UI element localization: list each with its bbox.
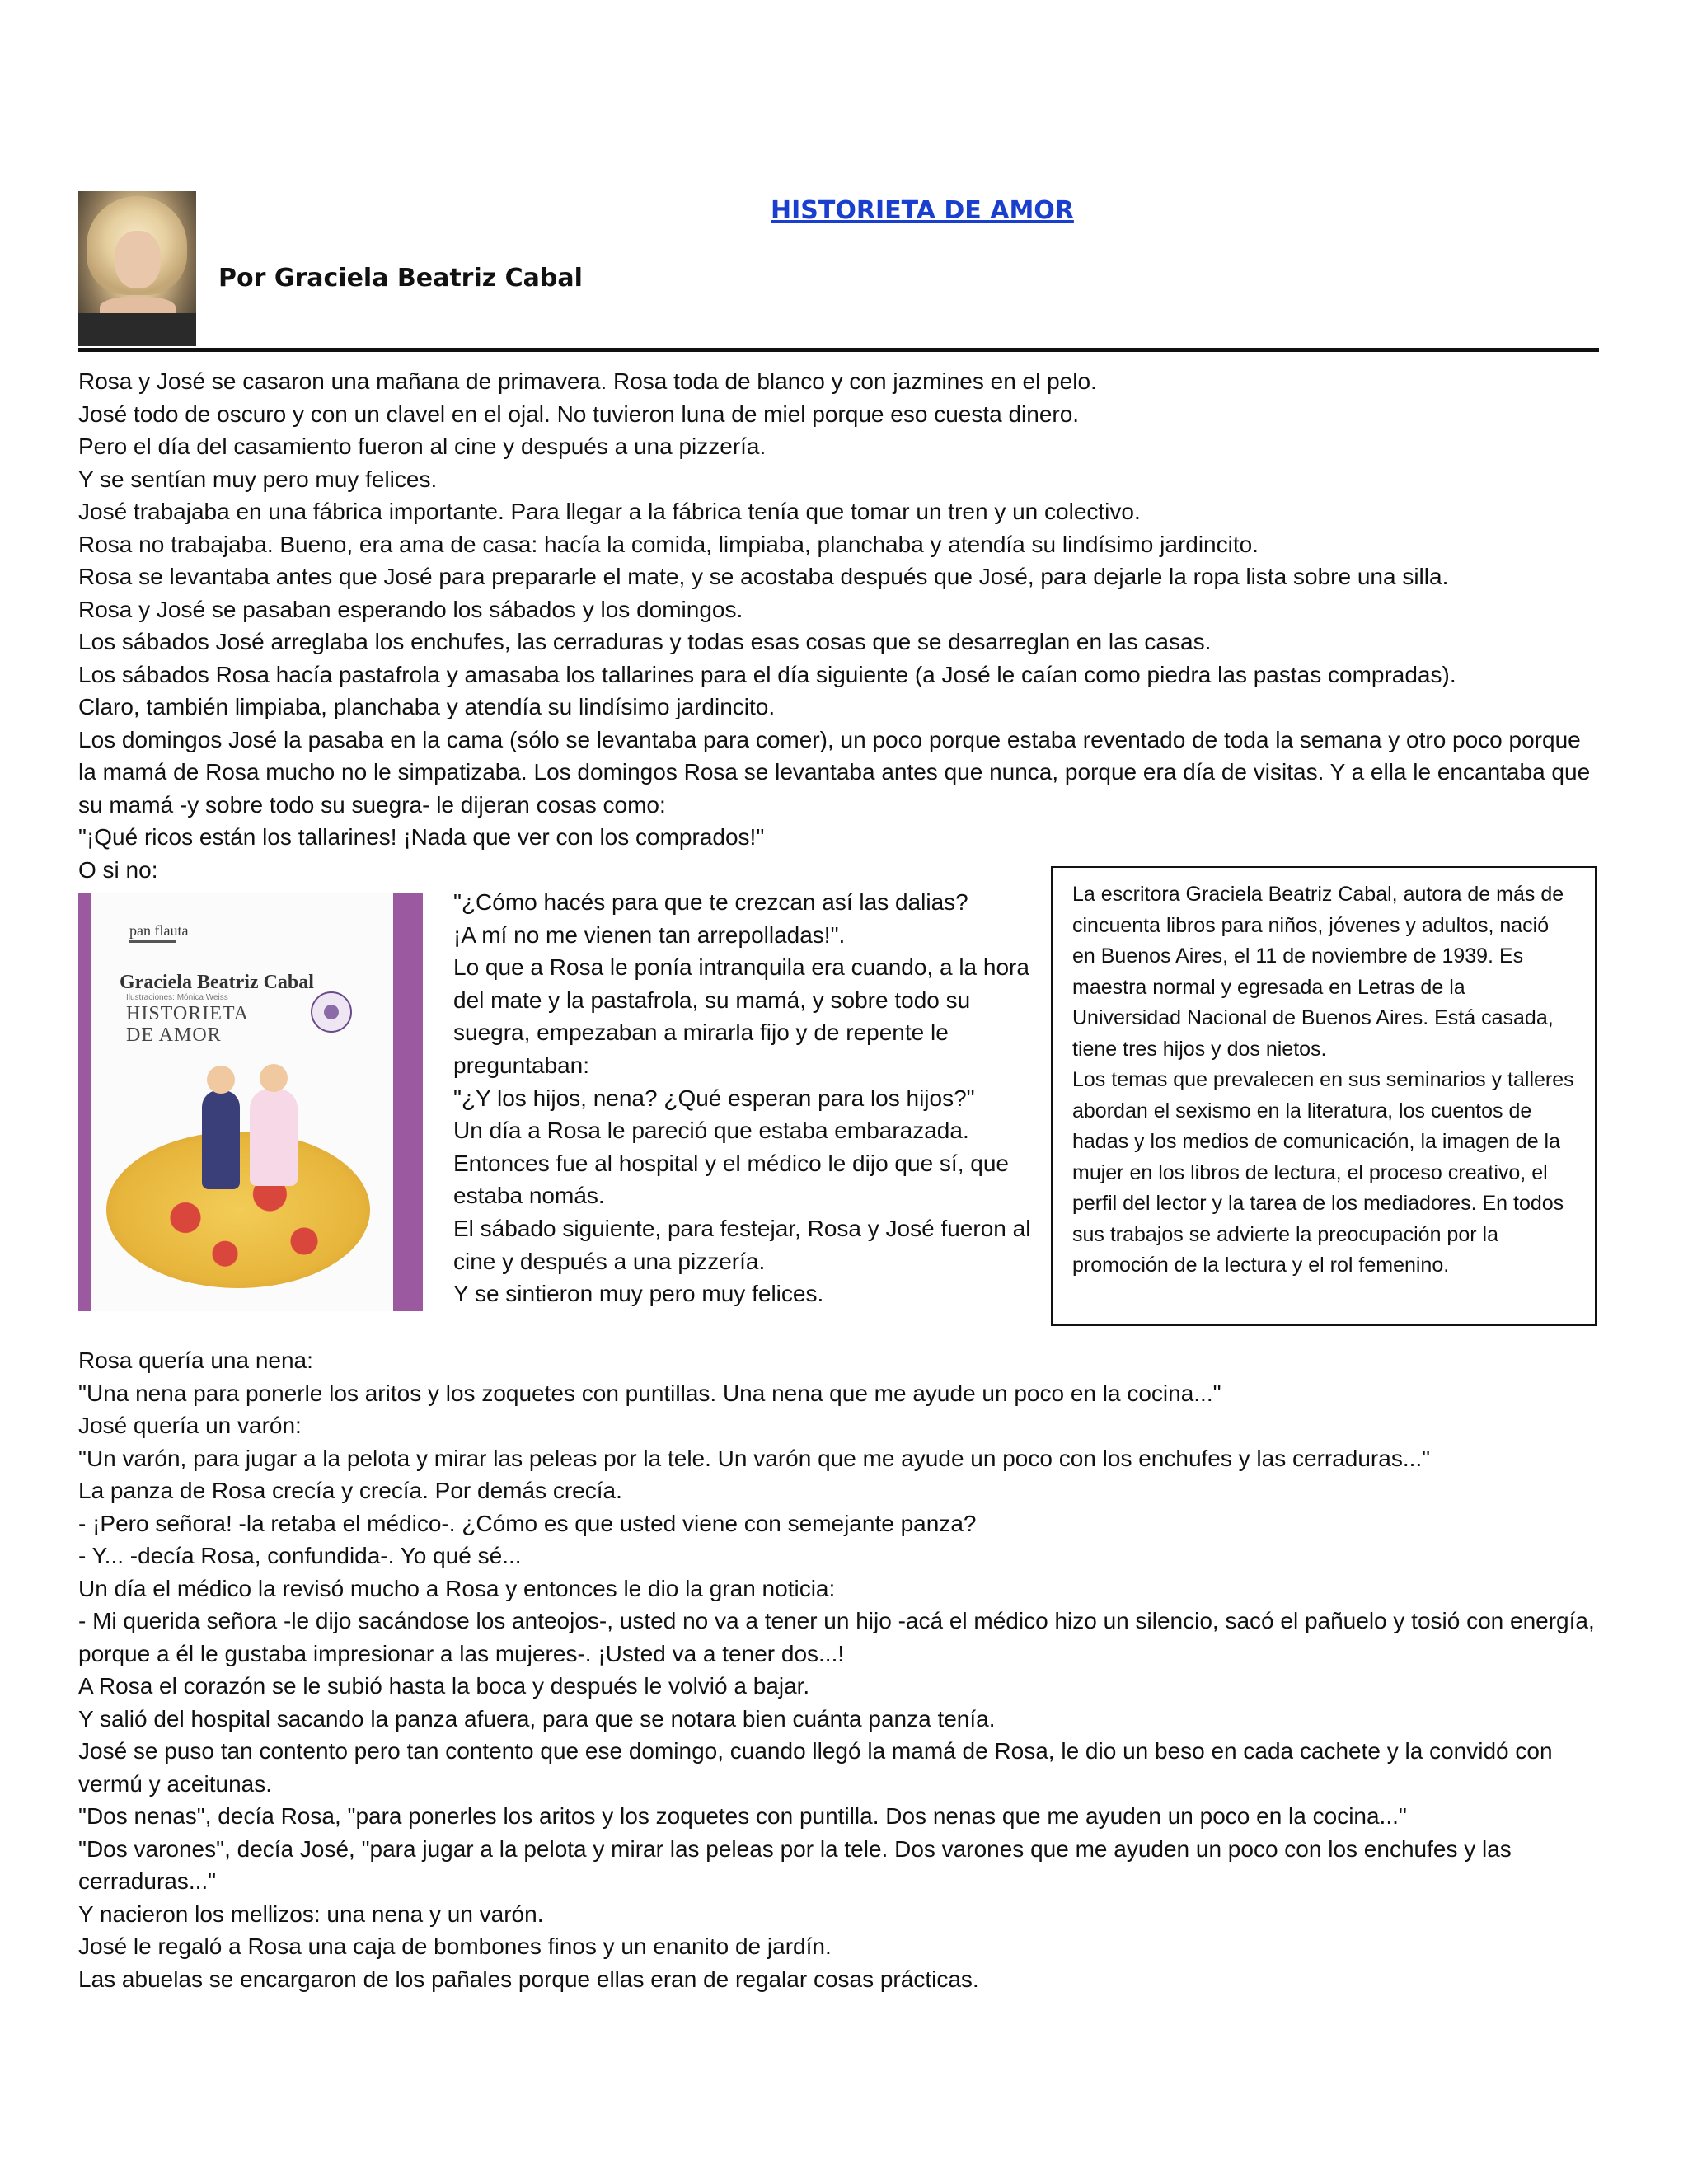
story-line: Y nacieron los mellizos: una nena y un varón. [78,1900,544,1927]
story-line: José le regaló a Rosa una caja de bombones finos y un enanito de jardín. [78,1933,832,1959]
story-line: Rosa quería una nena: [78,1347,313,1373]
story-line: José quería un varón: [78,1413,302,1438]
story-line: - Y... -decía Rosa, confundida-. Yo qué sé... [78,1543,522,1568]
story-line: Un día a Rosa le pareció que estaba embarazada. Entonces fue al hospital y el médico le dijo que sí, que estaba nomás. [453,1118,1009,1209]
story-line: Y se sentían muy pero muy felices. [78,466,438,492]
author-photo-clothing [78,313,196,346]
story-line: Rosa no trabajaba. Bueno, era ama de casa: hacía la comida, limpiaba, planchaba y atendía su lindísimo jardincito. [78,531,1259,557]
book-cover-image [78,893,423,1311]
story-line: Los domingos José la pasaba en la cama (sólo se levantaba para comer), un poco porque estaba reventado de toda la semana y otro poco porque la mamá de Rosa mucho no le simpatizaba. Los domingos Rosa se levantaba antes que nunca, porque era día de visitas. Y a ella le encantaba que su mamá -y sobre todo su suegra- le dijeran cosas como: [78,726,1591,818]
story-title[interactable]: HISTORIETA DE AMOR [771,196,1074,225]
author-photo [78,191,196,346]
story-line: - Mi querida señora -le dijo sacándose los anteojos-, usted no va a tener un hijo -acá el médico hizo un silencio, sacó el pañuelo y tosió con energía, porque a él le gustaba impresionar a las mujeres-. ¡Usted va a tener dos...! [78,1608,1595,1666]
bio-paragraph: La escritora Graciela Beatriz Cabal, autora de más de cincuenta libros para niños, jóvenes y adultos, nació en Buenos Aires, el 11 de noviembre de 1939. Es maestra normal y egresada en Letras de la Universidad Nacional de Buenos Aires. Está casada, tiene tres hijos y dos nietos. [1072,883,1564,1061]
story-line: El sábado siguiente, para festejar, Rosa y José fueron al cine y después a una pizzería. [453,1215,1031,1274]
story-line: "¡Qué ricos están los tallarines! ¡Nada que ver con los comprados!" [78,824,765,850]
document-page [78,191,1599,1995]
story-line: Un día el médico la revisó mucho a Rosa y entonces le dio la gran noticia: [78,1575,836,1601]
story-line: O si no: [78,856,158,883]
story-line: ¡A mí no me vienen tan arrepolladas!". [453,921,846,948]
cover-title-line: HISTORIETA [126,1003,249,1024]
story-line: "Dos varones", decía José, "para jugar a la pelota y mirar las peleas por la tele. Dos varones que me ayuden un poco con los enchufes y las cerraduras..." [78,1835,1512,1894]
groom-illustration [202,1090,240,1189]
story-byline: Por Graciela Beatriz Cabal [218,264,583,293]
cover-author: Graciela Beatriz Cabal [120,972,314,993]
story-line: Pero el día del casamiento fueron al cine y después a una pizzería. [78,434,767,459]
story-line: "Dos nenas", decía Rosa, "para ponerles los aritos y los zoquetes con puntilla. Dos nenas que me ayuden un poco en la cocina..." [78,1803,1407,1829]
story-line: - ¡Pero señora! -la retaba el médico-. ¿Cómo es que usted viene con semejante panza? [78,1510,977,1536]
story-line: "Un varón, para jugar a la pelota y mirar las peleas por la tele. Un varón que me ayude un poco con los enchufes y las cerraduras..." [78,1445,1431,1471]
document-header [78,191,1599,352]
story-line: "Una nena para ponerle los aritos y los zoquetes con puntillas. Una nena que me ayude un poco en la cocina..." [78,1380,1221,1406]
story-line: A Rosa el corazón se le subió hasta la boca y después le volvió a bajar. [78,1673,810,1699]
bio-paragraph: Los temas que prevalecen en sus seminarios y talleres abordan el sexismo en la literatura, los cuentos de hadas y los medios de comunicación, la imagen de la mujer en los libros de lectura, el proceso creativo, el perfil del lector y la tarea de los mediadores. En todos sus trabajos se advierte la preocupación por la promoción de la lectura y el rol femenino. [1072,1068,1574,1277]
story-middle-section [78,883,1599,1344]
story-line: "¿Cómo hacés para que te crezcan así las dalias? [453,889,968,915]
story-line: Los sábados José arreglaba los enchufes, las cerraduras y todas esas cosas que se desarreglan en las casas. [78,629,1212,654]
story-middle-text [453,886,1047,1310]
cover-stripe-left [78,893,91,1311]
story-line: Los sábados Rosa hacía pastafrola y amasaba los tallarines para el día siguiente (a José le caían como piedra las pastas compradas). [78,661,1456,687]
story-line: Las abuelas se encargaron de los pañales porque ellas eran de regalar cosas prácticas. [78,1966,979,1992]
cover-series-underline [129,940,176,943]
story-line: "¿Y los hijos, nena? ¿Qué esperan para los hijos?" [453,1085,975,1111]
story-line: Rosa y José se casaron una mañana de primavera. Rosa toda de blanco y con jazmines en el pelo. [78,368,1097,394]
cover-illustrator: Ilustraciones: Mónica Weiss [126,993,228,1002]
story-line: Lo que a Rosa le ponía intranquila era cuando, a la hora del mate y la pastafrola, su mamá, y sobre todo su suegra, empezaban a mirarla fijo y de repente le preguntaban: [453,954,1029,1078]
story-line: La panza de Rosa crecía y crecía. Por demás crecía. [78,1478,622,1503]
publisher-seal-icon [311,991,352,1033]
cover-series-name: pan flauta [129,922,189,939]
story-top-section [78,365,1599,886]
bride-illustration [250,1089,298,1186]
story-line: José todo de oscuro y con un clavel en el ojal. No tuvieron luna de miel porque eso cuesta dinero. [78,401,1080,427]
story-line: Y salió del hospital sacando la panza afuera, para que se notara bien cuánta panza tenía. [78,1705,996,1732]
story-line: Rosa se levantaba antes que José para prepararle el mate, y se acostaba después que José, para dejarle la ropa lista sobre una silla. [78,564,1449,589]
cover-stripe-right [393,893,423,1311]
story-line: José se puso tan contento pero tan contento que ese domingo, cuando llegó la mamá de Rosa, le dio un beso en cada cachete y la convidó con vermú y aceitunas. [78,1738,1553,1797]
cover-title [126,1003,249,1046]
story-line: Y se sintieron muy pero muy felices. [453,1281,824,1307]
story-line: Rosa y José se pasaban esperando los sábados y los domingos. [78,596,743,622]
author-bio-box [1051,866,1597,1326]
author-photo-face [115,231,161,288]
cover-title-line: DE AMOR [126,1024,222,1046]
story-line: José trabajaba en una fábrica importante. Para llegar a la fábrica tenía que tomar un tren y un colectivo. [78,499,1141,524]
story-line: Claro, también limpiaba, planchaba y atendía su lindísimo jardincito. [78,694,776,719]
story-bottom-section [78,1344,1599,1995]
